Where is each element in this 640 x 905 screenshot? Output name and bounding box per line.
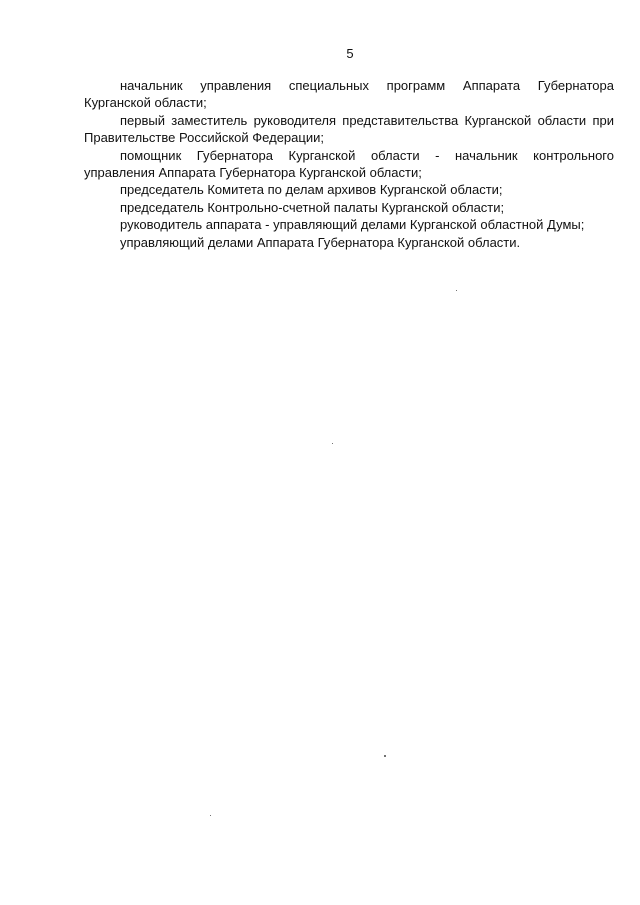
list-item: председатель Комитета по делам архивов Курганской области;: [120, 182, 503, 198]
scan-speck: [210, 815, 211, 816]
scan-speck: [456, 290, 457, 291]
scan-speck: [332, 443, 333, 444]
list-item: помощник Губернатора Курганской области - начальник контрольного управления Аппарата Губернатора Курганской области;: [84, 147, 614, 181]
list-item: первый заместитель руководителя представительства Курганской области при Правительстве Российской Федерации;: [84, 112, 614, 146]
document-body: [84, 77, 614, 251]
list-item: председатель Контрольно-счетной палаты Курганской области;: [120, 199, 505, 215]
list-item: начальник управления специальных программ Аппарата Губернатора Курганской области;: [84, 78, 614, 111]
page-number: 5: [346, 46, 354, 61]
list-item: руководитель аппарата - управляющий делами Курганской областной Думы;: [120, 217, 585, 233]
list-item: управляющий делами Аппарата Губернатора Курганской области.: [120, 234, 521, 250]
scan-speck: [384, 755, 386, 757]
